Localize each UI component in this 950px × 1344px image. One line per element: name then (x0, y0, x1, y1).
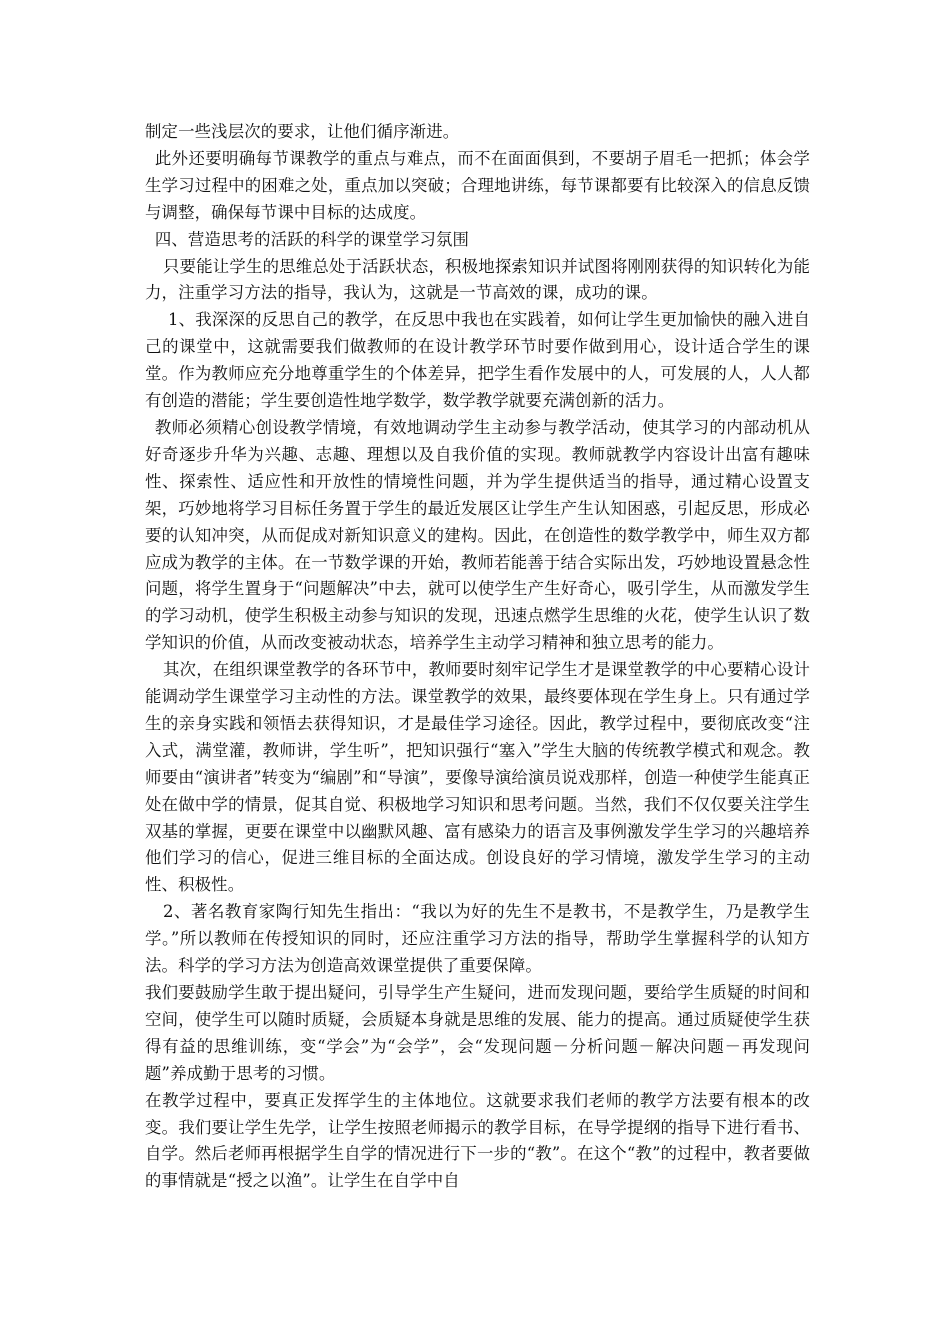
paragraph-7: 2、著名教育家陶行知先生指出：“我以为好的先生不是教书，不是教学生，乃是教学生学。”所以教师在传授知识的同时，还应注重学习方法的指导，帮助学生掌握科学的认知方法。科学的学习方法为创造高效课堂提供了重要保障。 (145, 902, 810, 976)
paragraph-6: 其次，在组织课堂教学的各环节中，教师要时刻牢记学生才是课堂教学的中心要精心设计能调动学生课堂学习主动性的方法。课堂教学的效果，最终要体现在学生身上。只有通过学生的亲身实践和领悟去获得知识，才是最佳学习途径。因此，教学过程中，要彻底改变“注入式，满堂灌，教师讲，学生听”，把知识强行“塞入”学生大脑的传统教学模式和观念。教师要由“演讲者”转变为“编剧”和“导演”，要像导演给演员说戏那样，创造一种使学生能真正处在做中学的情景，促其自觉、积极地学习知识和思考问题。当然，我们不仅仅要关注学生双基的掌握，更要在课堂中以幽默风趣、富有感染力的语言及事例激发学生学习的兴趣培养他们学习的信心，促进三维目标的全面达成。创设良好的学习情境，激发学生学习的主动性、积极性。 (145, 660, 810, 895)
paragraph-5: 教师必须精心创设教学情境，有效地调动学生主动参与教学活动，使其学习的内部动机从好奇逐步升华为兴趣、志趣、理想以及自我价值的实现。教师就教学内容设计出富有趣味性、探索性、适应性和开放性的情境性问题，并为学生提供适当的指导，通过精心设置支架，巧妙地将学习目标任务置于学生的最近发展区让学生产生认知困惑，引起反思，形成必要的认知冲突，从而促成对新知识意义的建构。因此，在创造性的数学教学中，师生双方都应成为教学的主体。在一节数学课的开始，教师若能善于结合实际出发，巧妙地设置悬念性问题，将学生置身于“问题解决”中去，就可以使学生产生好奇心，吸引学生，从而激发学生的学习动机，使学生积极主动参与知识的发现，迅速点燃学生思维的火花，使学生认识了数学知识的价值，从而改变被动状态，培养学生主动学习精神和独立思考的能力。 (145, 417, 810, 653)
paragraph-8: 我们要鼓励学生敢于提出疑问，引导学生产生疑问，进而发现问题，要给学生质疑的时间和空间，使学生可以随时质疑，会质疑本身就是思维的发展、能力的提高。通过质疑使学生获得有益的思维训练，变“学会”为“会学”，会“发现问题－分析问题－解决问题－再发现问题”养成勤于思考的习惯。 (145, 983, 810, 1083)
paragraph-2: 此外还要明确每节课教学的重点与难点，而不在面面俱到，不要胡子眉毛一把抓；体会学生学习过程中的困难之处，重点加以突破；合理地讲练，每节课都要有比较深入的信息反馈与调整，确保每节课中目标的达成度。 (145, 148, 810, 222)
paragraph-4: 1、我深深的反思自己的教学，在反思中我也在实践着，如何让学生更加愉快的融入进自己的课堂中，这就需要我们做教师的在设计教学环节时要作做到用心，设计适合学生的课堂。作为教师应充分地尊重学生的个体差异，把学生看作发展中的人，可发展的人，人人都有创造的潜能；学生要创造性地学数学，数学教学就要充满创新的活力。 (145, 310, 810, 411)
paragraph-9: 在教学过程中，要真正发挥学生的主体地位。这就要求我们老师的教学方法要有根本的改变。我们要让学生先学，让学生按照老师揭示的教学目标，在导学提纲的指导下进行看书、自学。然后老师再根据学生自学的情况进行下一步的“教”。在这个“教”的过程中，教者要做的事情就是“授之以渔”。让学生在自学中自 (145, 1090, 810, 1191)
paragraph-3: 只要能让学生的思维总处于活跃状态，积极地探索知识并试图将刚刚获得的知识转化为能力，注重学习方法的指导，我认为，这就是一节高效的课，成功的课。 (145, 256, 810, 303)
document-page (145, 119, 810, 1195)
section-heading: 四、营造思考的活跃的科学的课堂学习氛围 (154, 229, 470, 249)
paragraph-1: 制定一些浅层次的要求，让他们循序渐进。 (145, 122, 460, 141)
